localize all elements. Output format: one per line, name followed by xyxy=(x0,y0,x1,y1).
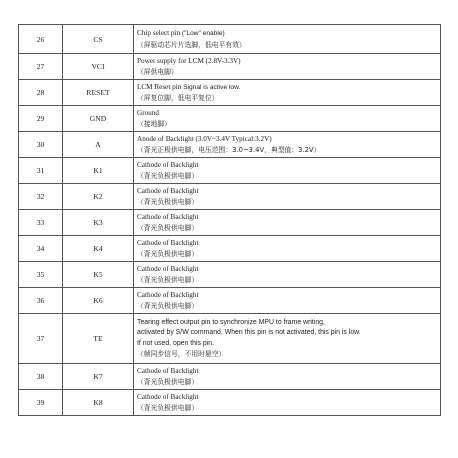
description-line-cn: （帧同步信号，不用时悬空） xyxy=(137,350,226,358)
pin-description xyxy=(134,25,441,54)
description-line: activated by S/W command. When this pin is not activated, this pin is low. xyxy=(137,329,361,336)
description-line-cn: （背光负极供电脚） xyxy=(137,171,199,180)
pin-name: VCI xyxy=(63,54,134,80)
pin-number: 30 xyxy=(19,132,63,158)
table-row xyxy=(19,262,441,288)
description-line-cn: （接地脚） xyxy=(137,119,171,128)
pin-name: K7 xyxy=(63,364,134,390)
pin-name: A xyxy=(63,132,134,158)
pin-definition-table xyxy=(18,24,441,416)
pin-number: 31 xyxy=(19,158,63,184)
pin-description xyxy=(134,390,441,416)
pin-number: 26 xyxy=(19,25,63,54)
pin-name: RESET xyxy=(63,80,134,106)
pin-description xyxy=(134,54,441,80)
description-line-cn: （背光正极供电脚，电压范围：3.0~3.4V，典型值：3.2V） xyxy=(137,145,321,154)
pin-number: 34 xyxy=(19,236,63,262)
pin-name: K4 xyxy=(63,236,134,262)
description-line: Cathode of Backlight xyxy=(137,393,199,401)
description-line-cn: （屏供电脚） xyxy=(137,67,178,76)
pin-name: K6 xyxy=(63,288,134,314)
description-line: If not used, open this pin. xyxy=(137,339,214,347)
table-row xyxy=(19,288,441,314)
pin-number: 29 xyxy=(19,106,63,132)
description-line-cn: （背光负极供电脚） xyxy=(137,403,199,412)
pin-number: 27 xyxy=(19,54,63,80)
table-row xyxy=(19,184,441,210)
pin-description xyxy=(134,236,441,262)
table-row xyxy=(19,25,441,54)
pin-number: 28 xyxy=(19,80,63,106)
description-line-cn: （屏复位脚，低电平复位） xyxy=(137,94,219,102)
description-line: Anode of Backlight (3.0V~3.4V Typical:3.2V) xyxy=(137,135,272,143)
table-row xyxy=(19,158,441,184)
pin-number: 39 xyxy=(19,390,63,416)
pin-description xyxy=(134,288,441,314)
pin-name: K5 xyxy=(63,262,134,288)
description-line-cn: （背光负极供电脚） xyxy=(137,301,199,310)
pin-name: K8 xyxy=(63,390,134,416)
pin-name: CS xyxy=(63,25,134,54)
pin-name: K3 xyxy=(63,210,134,236)
description-line-cn: （背光负极供电脚） xyxy=(137,275,199,284)
pin-description xyxy=(134,106,441,132)
pin-description xyxy=(134,262,441,288)
pin-name: K1 xyxy=(63,158,134,184)
pin-number: 36 xyxy=(19,288,63,314)
pin-description xyxy=(134,184,441,210)
description-line: Cathode of Backlight xyxy=(137,265,199,273)
pin-description xyxy=(134,132,441,158)
description-line: LCM Reset pin Signal is active low. xyxy=(137,82,241,91)
description-line: Cathode of Backlight xyxy=(137,239,199,247)
description-line: Ground xyxy=(137,109,159,117)
description-line: Tearing effect output pin to synchronize MPU to frame writing, xyxy=(137,318,325,326)
pin-description xyxy=(134,80,441,106)
pin-description xyxy=(134,364,441,390)
table-row xyxy=(19,54,441,80)
description-line: Cathode of Backlight xyxy=(137,291,199,299)
table-row xyxy=(19,236,441,262)
table-row xyxy=(19,80,441,106)
pin-description xyxy=(134,210,441,236)
table-row xyxy=(19,106,441,132)
pin-name: K2 xyxy=(63,184,134,210)
pin-number: 38 xyxy=(19,364,63,390)
description-line: Cathode of Backlight xyxy=(137,213,199,221)
table-row xyxy=(19,132,441,158)
description-line: Chip select pin ("Low" enable) xyxy=(137,29,225,37)
table-row xyxy=(19,364,441,390)
description-line-cn: （背光负极供电脚） xyxy=(137,249,199,258)
pin-number: 37 xyxy=(19,314,63,364)
table-row xyxy=(19,210,441,236)
pin-description xyxy=(134,158,441,184)
pin-name: TE xyxy=(63,314,134,364)
description-line-cn: （背光负极供电脚） xyxy=(137,197,199,206)
description-line-cn: （背光负极供电脚） xyxy=(137,377,199,386)
description-line-cn: （背光负极供电脚） xyxy=(137,223,199,232)
description-line: Cathode of Backlight xyxy=(137,187,199,195)
pin-number: 32 xyxy=(19,184,63,210)
description-line: Cathode of Backlight xyxy=(137,161,199,169)
description-line-cn: （屏驱动芯片片选脚，低电平有效） xyxy=(137,40,246,49)
table-row xyxy=(19,314,441,364)
description-line: Power supply for LCM (2.8V-3.3V) xyxy=(137,57,241,65)
pin-description xyxy=(134,314,441,364)
description-line: Cathode of Backlight xyxy=(137,367,199,375)
pin-name: GND xyxy=(63,106,134,132)
pin-number: 33 xyxy=(19,210,63,236)
table-row xyxy=(19,390,441,416)
pin-number: 35 xyxy=(19,262,63,288)
